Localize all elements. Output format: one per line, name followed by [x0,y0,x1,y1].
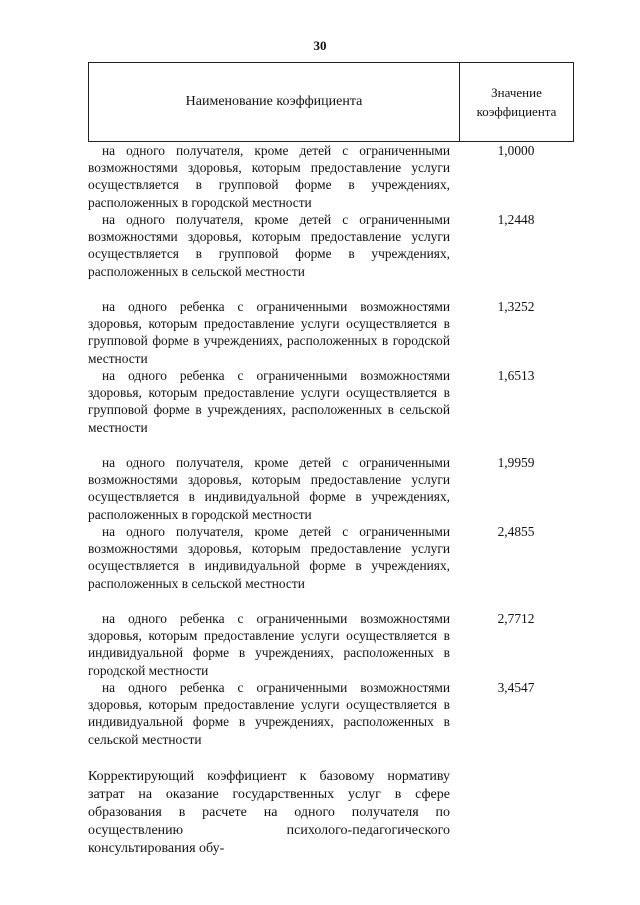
row-value: 1,9959 [497,455,535,470]
column-header-value-line2: коэффициента [476,104,557,119]
row-value: 2,4855 [497,524,535,539]
row-description: на одного ребенка с ограниченными возможностями здоровья, которым предоставление услуги осуществляется в групповой форме в учреждениях, расположенных в городской местности [88,299,450,366]
row-description: на одного ребенка с ограниченными возможностями здоровья, которым предоставление услуги осуществляется в индивидуальной форме в учреждениях, расположенных в сельской местности [88,680,450,747]
row-value: 2,7712 [497,611,535,626]
footer-paragraph: Корректирующий коэффициент к базовому нормативу затрат на оказание государственных услуг в сфере образования в расчете на одного получателя по осуществлению психолого-педагогического консультирования обу- [88,769,450,856]
table-header [88,62,574,142]
column-header-value-line1: Значение [491,85,542,100]
row-value: 1,6513 [497,368,535,383]
column-header-name: Наименование коэффициента [89,63,460,141]
row-description: на одного ребенка с ограниченными возможностями здоровья, которым предоставление услуги осуществляется в групповой форме в учреждениях, расположенных в сельской местности [88,368,450,435]
row-value: 1,0000 [497,143,535,158]
page-number: 30 [313,38,327,53]
row-description: на одного ребенка с ограниченными возможностями здоровья, которым предоставление услуги осуществляется в индивидуальной форме в учреждениях, расположенных в городской местности [88,611,450,678]
row-value: 1,3252 [497,299,535,314]
row-value: 1,2448 [497,212,535,227]
row-description: на одного получателя, кроме детей с ограниченными возможностями здоровья, которым предоставление услуги осуществляется в групповой форме в учреждениях, расположенных в городской местности [88,143,450,210]
row-description: на одного получателя, кроме детей с ограниченными возможностями здоровья, которым предоставление услуги осуществляется в индивидуальной форме в учреждениях, расположенных в городской местности [88,455,450,522]
row-description: на одного получателя, кроме детей с ограниченными возможностями здоровья, которым предоставление услуги осуществляется в групповой форме в учреждениях, расположенных в сельской местности [88,212,450,279]
row-description: на одного получателя, кроме детей с ограниченными возможностями здоровья, которым предоставление услуги осуществляется в индивидуальной форме в учреждениях, расположенных в сельской местности [88,524,450,591]
column-header-value [460,63,573,141]
row-value: 3,4547 [497,680,535,695]
